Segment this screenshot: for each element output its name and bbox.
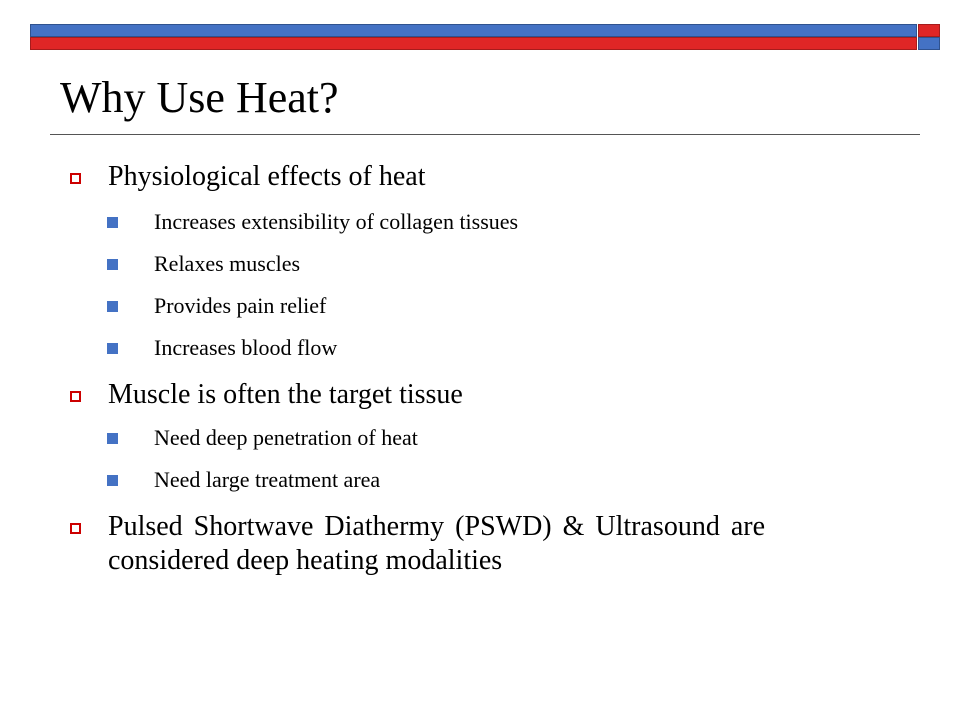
top-bar-red-stripe <box>30 37 917 50</box>
hollow-square-bullet-icon <box>70 523 81 534</box>
bullet-level1 <box>62 378 902 412</box>
filled-square-bullet-icon <box>107 301 118 312</box>
slide-body <box>62 160 902 578</box>
filled-square-bullet-icon <box>107 433 118 444</box>
bullet-level2 <box>62 292 902 320</box>
hollow-square-bullet-icon <box>70 391 81 402</box>
subbullet-text: Provides pain relief <box>154 293 327 318</box>
filled-square-bullet-icon <box>107 259 118 270</box>
title-divider <box>50 134 920 135</box>
filled-square-bullet-icon <box>107 475 118 486</box>
hollow-square-bullet-icon <box>70 173 81 184</box>
top-decorative-bar <box>30 24 917 50</box>
bullet-text: Physiological effects of heat <box>108 161 426 192</box>
subbullet-text: Relaxes muscles <box>154 251 301 276</box>
bullet-level1 <box>62 510 902 578</box>
bullet-level2 <box>62 334 902 362</box>
bullet-text-line1: Pulsed Shortwave Diathermy (PSWD) & Ultrasound are <box>108 511 765 542</box>
bullet-level2 <box>62 250 902 278</box>
subbullet-text: Increases extensibility of collagen tissues <box>154 209 519 234</box>
bullet-level1 <box>62 160 902 194</box>
bullet-text-line2: considered deep heating modalities <box>108 545 503 576</box>
bullet-text: Muscle is often the target tissue <box>108 379 463 410</box>
bullet-level2 <box>62 208 902 236</box>
corner-red-square <box>918 24 940 37</box>
top-bar-blue-stripe <box>30 24 917 37</box>
slide-title: Why Use Heat? <box>60 73 339 122</box>
filled-square-bullet-icon <box>107 217 118 228</box>
top-corner-block <box>918 24 940 50</box>
corner-blue-square <box>918 37 940 50</box>
bullet-level2 <box>62 424 902 452</box>
bullet-level2 <box>62 466 902 494</box>
subbullet-text: Increases blood flow <box>154 335 338 360</box>
subbullet-text: Need large treatment area <box>154 467 381 492</box>
subbullet-text: Need deep penetration of heat <box>154 425 418 450</box>
filled-square-bullet-icon <box>107 343 118 354</box>
